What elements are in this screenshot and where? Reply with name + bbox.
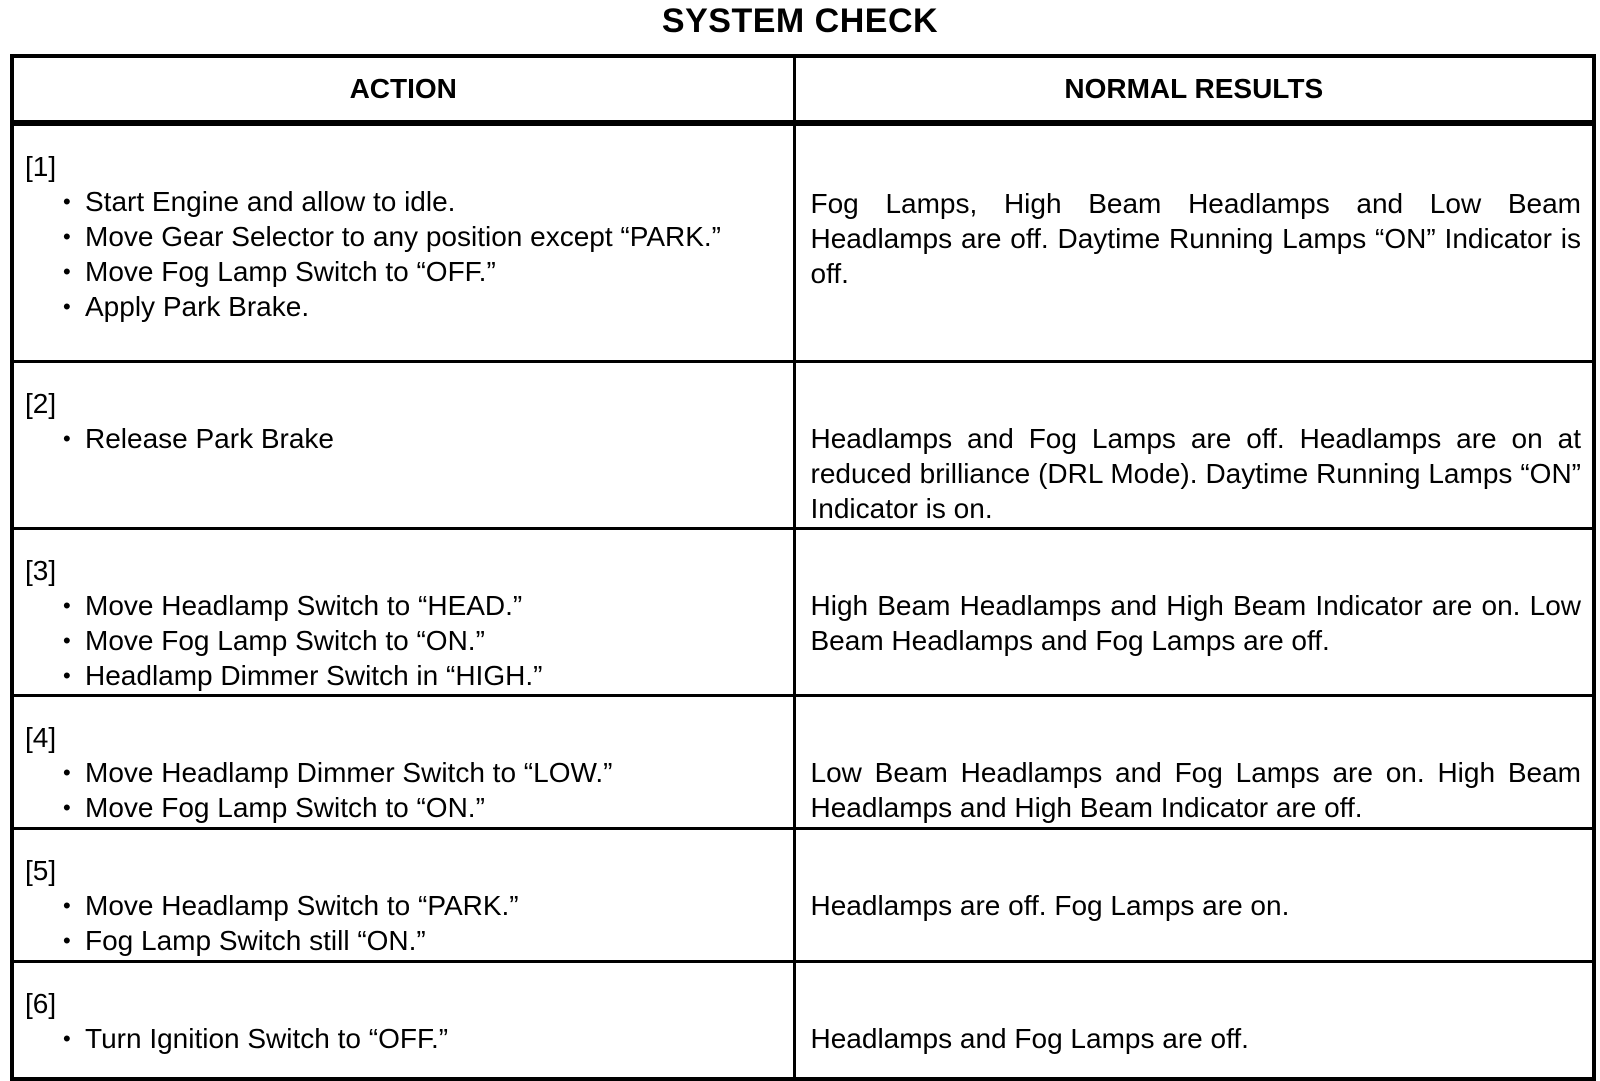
action-list xyxy=(15,1021,792,1056)
step-number: [6] xyxy=(25,988,57,1019)
normal-result-text: Headlamps and Fog Lamps are off. xyxy=(810,1023,1249,1054)
table-row xyxy=(12,123,1594,362)
action-item: • Move Fog Lamp Switch to “OFF.” xyxy=(63,254,792,289)
action-list xyxy=(15,755,792,825)
action-cell xyxy=(12,362,794,529)
normal-result-text: Headlamps are off. Fog Lamps are on. xyxy=(810,890,1290,921)
result-cell xyxy=(794,529,1594,696)
action-item: • Release Park Brake xyxy=(63,421,792,456)
normal-result-text: Headlamps and Fog Lamps are off. Headlamps are on at reduced brilliance (DRL Mode). Daytime Running Lamps “ON” Indicator is on. xyxy=(810,423,1581,524)
result-cell xyxy=(794,829,1594,962)
step-number: [3] xyxy=(25,555,57,586)
action-list xyxy=(15,184,792,324)
step-number: [2] xyxy=(25,388,57,419)
action-item: • Move Headlamp Dimmer Switch to “LOW.” xyxy=(63,755,792,790)
table-row xyxy=(12,529,1594,696)
normal-result-text: Fog Lamps, High Beam Headlamps and Low Beam Headlamps are off. Daytime Running Lamps “ON” Indicator is off. xyxy=(810,188,1581,289)
action-item: • Fog Lamp Switch still “ON.” xyxy=(63,923,792,958)
action-item: • Headlamp Dimmer Switch in “HIGH.” xyxy=(63,658,792,693)
action-cell xyxy=(12,962,794,1080)
result-cell xyxy=(794,696,1594,829)
action-item: • Start Engine and allow to idle. xyxy=(63,184,792,219)
table-row xyxy=(12,962,1594,1080)
action-item: • Move Fog Lamp Switch to “ON.” xyxy=(63,790,792,825)
action-item: • Move Fog Lamp Switch to “ON.” xyxy=(63,623,792,658)
action-cell xyxy=(12,529,794,696)
action-item: • Move Headlamp Switch to “PARK.” xyxy=(63,888,792,923)
action-list xyxy=(15,588,792,693)
action-item: • Move Gear Selector to any position except “PARK.” xyxy=(63,219,792,254)
action-item: • Move Headlamp Switch to “HEAD.” xyxy=(63,588,792,623)
action-list xyxy=(15,888,792,958)
table-row xyxy=(12,696,1594,829)
action-cell xyxy=(12,123,794,362)
result-cell xyxy=(794,962,1594,1080)
step-number: [5] xyxy=(25,855,57,886)
step-number: [4] xyxy=(25,722,57,753)
column-header-normal-results: NORMAL RESULTS xyxy=(794,56,1594,123)
page-title: SYSTEM CHECK xyxy=(661,2,939,40)
action-cell xyxy=(12,696,794,829)
result-cell xyxy=(794,362,1594,529)
result-cell xyxy=(794,123,1594,362)
normal-result-text: Low Beam Headlamps and Fog Lamps are on. High Beam Headlamps and High Beam Indicator are off. xyxy=(810,757,1581,823)
column-header-action: ACTION xyxy=(12,56,794,123)
table-row xyxy=(12,362,1594,529)
system-check-table xyxy=(10,54,1596,1081)
normal-result-text: High Beam Headlamps and High Beam Indicator are on. Low Beam Headlamps and Fog Lamps are off. xyxy=(810,590,1581,656)
action-list xyxy=(15,421,792,456)
action-item: • Apply Park Brake. xyxy=(63,289,792,324)
table-header-row xyxy=(12,56,1594,123)
action-cell xyxy=(12,829,794,962)
action-item: • Turn Ignition Switch to “OFF.” xyxy=(63,1021,792,1056)
step-number: [1] xyxy=(25,151,57,182)
table-row xyxy=(12,829,1594,962)
